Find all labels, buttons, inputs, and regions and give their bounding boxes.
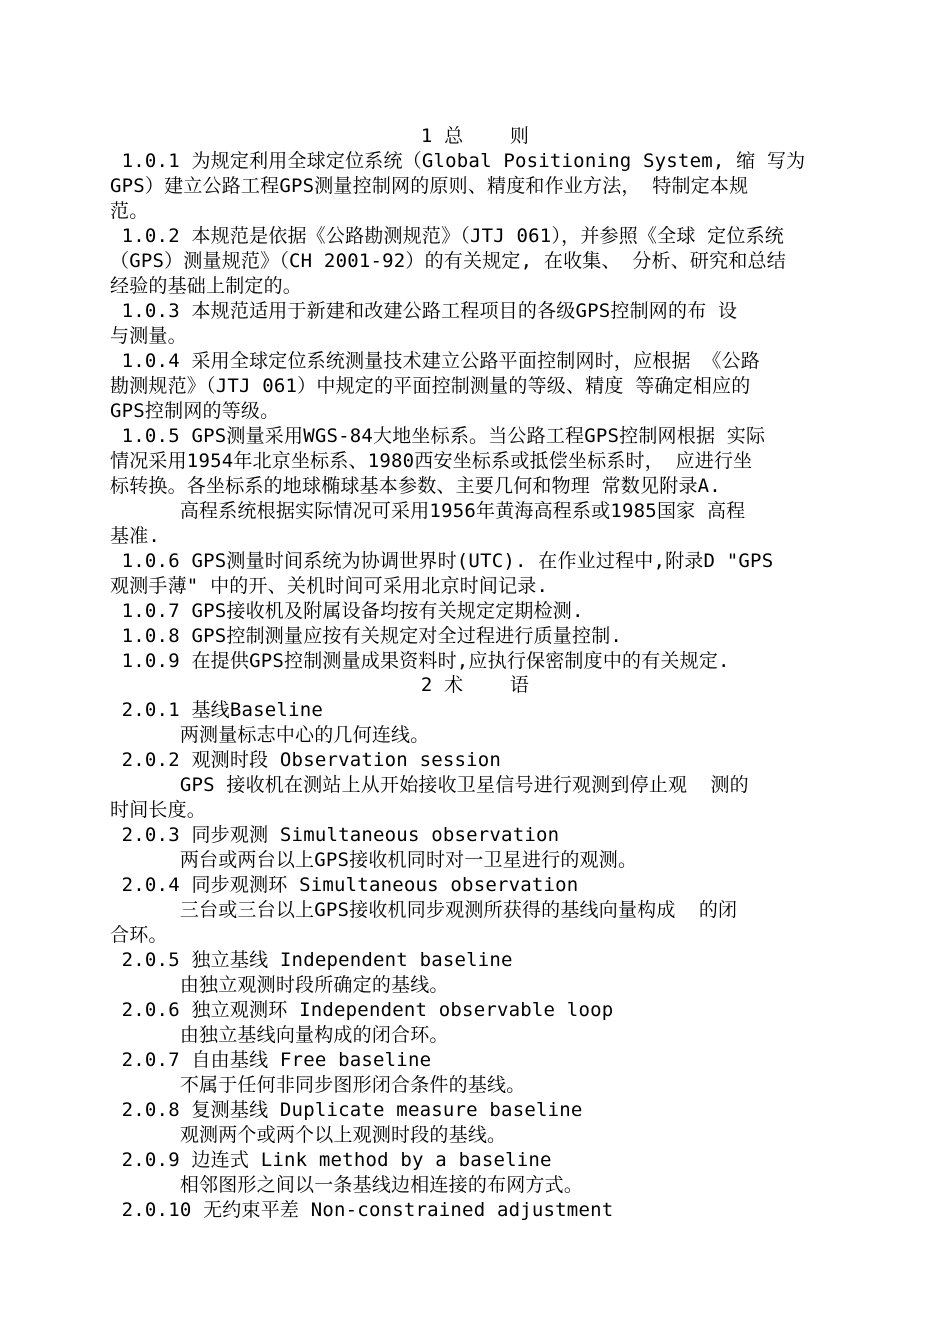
section-terms-body — [110, 698, 850, 1223]
text-line: 1.0.3 本规范适用于新建和改建公路工程项目的各级GPS控制网的布 设 — [110, 300, 738, 322]
text-line: 基准. — [110, 525, 161, 547]
text-line: 2.0.2 观测时段 Observation session — [110, 749, 502, 771]
text-line: 高程系统根据实际情况可采用1956年黄海高程系或1985国家 高程 — [110, 500, 746, 522]
text-line: 1.0.7 GPS接收机及附属设备均按有关规定定期检测. — [110, 600, 584, 622]
text-line: 观测两个或两个以上观测时段的基线。 — [110, 1124, 507, 1146]
text-line: 1.0.1 为规定利用全球定位系统（Global Positioning System, 缩 写为 — [110, 150, 806, 172]
text-line: 标转换。各坐标系的地球椭球基本参数、主要几何和物理 常数见附录A. — [110, 475, 721, 497]
text-line: 由独立基线向量构成的闭合环。 — [110, 1024, 449, 1046]
section-heading-terms: 2 术 语 — [420, 674, 530, 696]
text-line: 1.0.8 GPS控制测量应按有关规定对全过程进行质量控制. — [110, 625, 623, 647]
text-line: 2.0.3 同步观测 Simultaneous observation — [110, 824, 560, 846]
text-line: 经验的基础上制定的。 — [110, 275, 303, 297]
text-line: 不属于任何非同步图形闭合条件的基线。 — [110, 1074, 526, 1096]
text-line: 2.0.7 自由基线 Free baseline — [110, 1049, 432, 1071]
text-line: GPS）建立公路工程GPS测量控制网的原则、精度和作业方法， 特制定本规 — [110, 175, 749, 197]
text-line: 情况采用1954年北京坐标系、1980西安坐标系或抵偿坐标系时， 应进行坐 — [110, 450, 753, 472]
text-line: 两测量标志中心的几何连线。 — [110, 724, 430, 746]
text-line: 观测手薄" 中的开、关机时间可采用北京时间记录. — [110, 575, 549, 597]
text-line: 2.0.10 无约束平差 Non-constrained adjustment — [110, 1199, 614, 1221]
text-line: 2.0.5 独立基线 Independent baseline — [110, 949, 513, 971]
text-line: 勘测规范》（JTJ 061）中规定的平面控制测量的等级、精度 等确定相应的 — [110, 375, 751, 397]
text-line: 1.0.9 在提供GPS控制测量成果资料时,应执行保密制度中的有关规定. — [110, 650, 730, 672]
text-line: 两台或两台以上GPS接收机同时对一卫星进行的观测。 — [110, 849, 638, 871]
text-line: 合环。 — [110, 924, 168, 946]
text-line: 2.0.4 同步观测环 Simultaneous observation — [110, 874, 579, 896]
text-line: 2.0.9 边连式 Link method by a baseline — [110, 1149, 552, 1171]
text-line: 范。 — [110, 200, 149, 222]
text-line: 2.0.6 独立观测环 Independent observable loop — [110, 999, 614, 1021]
text-line: 三台或三台以上GPS接收机同步观测所获得的基线向量构成 的闭 — [110, 899, 738, 921]
section-general-body — [110, 149, 850, 674]
text-line: GPS控制网的等级。 — [110, 400, 280, 422]
text-line: 由独立观测时段所确定的基线。 — [110, 974, 449, 996]
text-line: 1.0.5 GPS测量采用WGS-84大地坐标系。当公路工程GPS控制网根据 实际 — [110, 425, 766, 447]
text-line: 2.0.1 基线Baseline — [110, 699, 323, 721]
text-line: 相邻图形之间以一条基线边相连接的布网方式。 — [110, 1174, 584, 1196]
section-heading-general: 1 总 则 — [420, 125, 530, 147]
text-line: GPS 接收机在测站上从开始接收卫星信号进行观测到停止观 测的 — [110, 774, 749, 796]
text-line: 与测量。 — [110, 325, 187, 347]
text-line: 2.0.8 复测基线 Duplicate measure baseline — [110, 1099, 583, 1121]
text-line: （GPS）测量规范》（CH 2001-92）的有关规定, 在收集、 分析、研究和总结 — [110, 250, 786, 272]
text-line: 1.0.2 本规范是依据《公路勘测规范》（JTJ 061），并参照《全球 定位系统 — [110, 225, 784, 247]
text-line: 时间长度。 — [110, 799, 207, 821]
text-line: 1.0.4 采用全球定位系统测量技术建立公路平面控制网时，应根据 《公路 — [110, 350, 760, 372]
text-line: 1.0.6 GPS测量时间系统为协调世界时(UTC). 在作业过程中,附录D "GPS — [110, 550, 774, 572]
